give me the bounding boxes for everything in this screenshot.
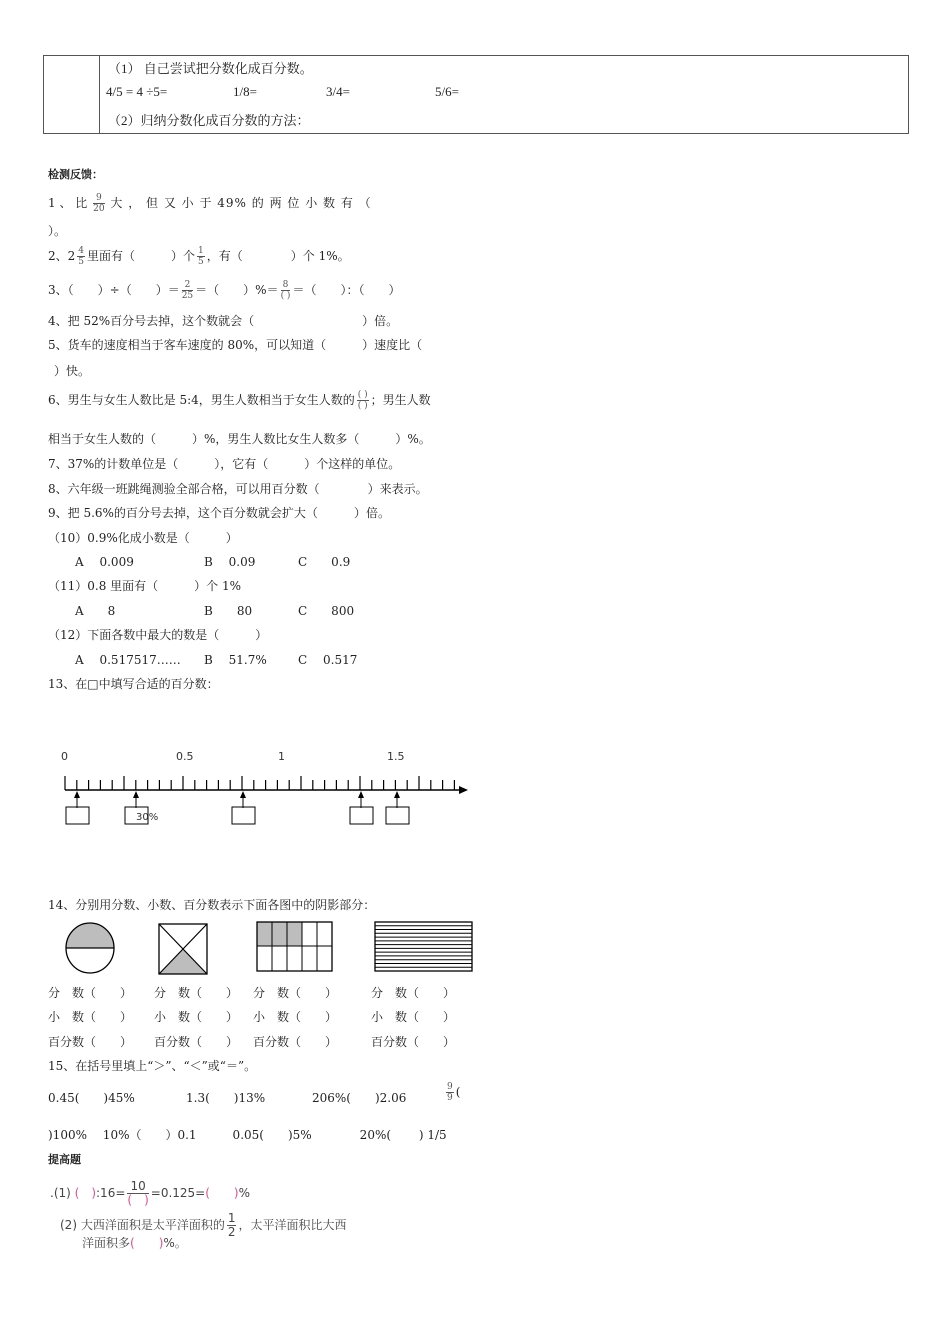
q1-num: 9 xyxy=(93,193,104,204)
q15-den: 9 xyxy=(447,1093,453,1103)
adv2-text-d: %。 xyxy=(163,1236,187,1250)
fig4-decimal-label: 小 数（ ） xyxy=(371,1010,456,1024)
question-6-cont: 相当于女生人数的（ ）%，男生人数比女生人数多（ ）%。 xyxy=(48,432,431,446)
q2-fraction-1 xyxy=(77,246,85,267)
adv2-num: 1 xyxy=(227,1211,236,1225)
half-shaded-circle xyxy=(64,921,116,975)
adv2-fraction xyxy=(227,1212,237,1239)
adv1-text-c: =0.125= xyxy=(150,1186,206,1200)
q15-item-1: 0.45( )45% xyxy=(48,1091,135,1105)
fig2-fraction-label: 分 数（ ） xyxy=(154,986,239,1000)
question-6 xyxy=(48,390,431,411)
table-line-1: （1） 自己尝试把分数化成百分数。 xyxy=(108,61,313,76)
q15-row-2: )100% 10%（ ）0.1 0.05( )5% 20%( ) 1/5 xyxy=(48,1128,447,1142)
fig2-percent-label: 百分数（ ） xyxy=(154,1035,239,1049)
question-1 xyxy=(48,193,372,214)
adv1-text-d: % xyxy=(238,1186,251,1200)
tick-label-1: 1 xyxy=(278,750,285,763)
q3-text-c: ＝（ ）：（ ） xyxy=(292,283,401,297)
adv2-blank: ( ) xyxy=(130,1236,164,1250)
adv1-den: ( ) xyxy=(127,1193,149,1207)
advanced-question-2-cont xyxy=(82,1234,187,1251)
q2-num: 4 xyxy=(78,246,85,256)
q6-fraction xyxy=(357,390,369,411)
adv2-den: 2 xyxy=(227,1225,236,1239)
q1-fraction xyxy=(93,193,104,214)
q2-text-a: 2、2 xyxy=(48,249,76,263)
q2-num2: 1 xyxy=(198,246,204,256)
q12-option-c: C 0.517 xyxy=(298,653,358,667)
q1-text-b: 大 ， 但 又 小 于 49% 的 两 位 小 数 有 （ xyxy=(110,196,372,210)
adv2-text-a: (2) 大西洋面积是太平洋面积的 xyxy=(60,1218,225,1232)
table-example-4: 5/6= xyxy=(435,84,459,99)
q2-text-b: 里面有（ ）个 xyxy=(87,249,196,263)
question-8: 8、六年级一班跳绳测验全部合格，可以用百分数（ ）来表示。 xyxy=(48,482,428,496)
q6-den: ( ) xyxy=(357,401,368,411)
fig1-decimal-label: 小 数（ ） xyxy=(48,1010,133,1024)
q11-option-c: C 800 xyxy=(298,604,355,618)
table-example-1: 4/5 = 4 ÷5= xyxy=(106,84,168,99)
answer-box-2-label: 30% xyxy=(136,812,159,823)
q15-item-3: 206%( )2.06 xyxy=(312,1091,407,1105)
q3-text-a: 3、（ ）÷（ ）＝ xyxy=(48,283,180,297)
question-13: 13、在□中填写合适的百分数： xyxy=(48,677,219,691)
axis-arrow-icon xyxy=(459,786,468,794)
q1-den: 20 xyxy=(93,204,105,214)
q1-text-a: 1 、 比 xyxy=(48,196,88,210)
answer-box-1[interactable] xyxy=(66,807,89,824)
q12-option-b: B 51.7% xyxy=(204,653,267,667)
q3-text-b: ＝（ ）%＝ xyxy=(195,283,279,297)
q10-option-c: C 0.9 xyxy=(298,555,351,569)
q15-num: 9 xyxy=(447,1082,453,1092)
question-5-cont: ）快。 xyxy=(54,364,91,378)
tick-label-0: 0 xyxy=(61,750,68,763)
adv1-blank-2: ( ) xyxy=(205,1186,239,1200)
q12-option-a: A 0.517517…… xyxy=(75,653,181,667)
q3-num2: 8 xyxy=(281,280,291,291)
question-5: 5、货车的速度相当于客车速度的 80%，可以知道（ ）速度比（ xyxy=(48,338,423,352)
table-divider xyxy=(99,56,100,133)
q3-num: 2 xyxy=(182,280,193,291)
question-1-cont: ）。 xyxy=(48,224,67,238)
q15-paren: ( xyxy=(455,1085,461,1099)
question-15: 15、在括号里填上“＞”、“＜”或“＝”。 xyxy=(48,1059,257,1073)
q3-fraction-1 xyxy=(182,280,193,301)
fig3-fraction-label: 分 数（ ） xyxy=(253,986,338,1000)
grid-shaded-rectangle xyxy=(256,921,336,973)
table-example-3: 3/4= xyxy=(326,84,350,99)
table-example-2: 1/8= xyxy=(233,84,257,99)
fig1-percent-label: 百分数（ ） xyxy=(48,1035,133,1049)
adv2-text-c: 洋面积多 xyxy=(82,1236,131,1250)
pointer-arrows xyxy=(74,791,400,808)
fig3-decimal-label: 小 数（ ） xyxy=(253,1010,338,1024)
question-2 xyxy=(48,246,350,267)
q10-option-a: A 0.009 xyxy=(75,555,134,569)
number-line-ticks xyxy=(65,776,454,790)
q15-fraction xyxy=(446,1082,454,1103)
q2-fraction-2 xyxy=(197,246,205,267)
quarter-shaded-square xyxy=(157,922,209,976)
fig4-percent-label: 百分数（ ） xyxy=(371,1035,456,1049)
question-12: （12）下面各数中最大的数是（ ） xyxy=(48,628,268,642)
q2-den: 5 xyxy=(78,257,85,267)
fig2-decimal-label: 小 数（ ） xyxy=(154,1010,239,1024)
striped-rectangle xyxy=(374,921,474,973)
q3-den2: ( ) xyxy=(280,291,291,301)
advanced-question-1 xyxy=(50,1180,250,1207)
q3-den: 25 xyxy=(181,291,194,301)
q6-text-b: ；男生人数 xyxy=(370,393,431,407)
question-7: 7、37%的计数单位是（ ），它有（ ）个这样的单位。 xyxy=(48,457,401,471)
adv1-blank-1: ( ) xyxy=(74,1186,97,1200)
answer-box-5[interactable] xyxy=(386,807,409,824)
q2-text-c: ，有（ ）个 1%。 xyxy=(206,249,350,263)
q6-text-a: 6、男生与女生人数比是 5:4，男生人数相当于女生人数的 xyxy=(48,393,355,407)
tick-label-1-5: 1.5 xyxy=(387,750,405,763)
question-3 xyxy=(48,280,400,301)
q10-option-b: B 0.09 xyxy=(204,555,256,569)
tick-label-0-5: 0.5 xyxy=(176,750,194,763)
answer-box-4[interactable] xyxy=(350,807,373,824)
q2-den2: 5 xyxy=(198,257,204,267)
q15-item-2: 1.3( )13% xyxy=(186,1091,266,1105)
question-10: （10）0.9%化成小数是（ ） xyxy=(48,531,238,545)
q11-option-a: A 8 xyxy=(75,604,116,618)
fig3-percent-label: 百分数（ ） xyxy=(253,1035,338,1049)
q6-num: ( ) xyxy=(357,390,368,400)
answer-box-3[interactable] xyxy=(232,807,255,824)
q11-option-b: B 80 xyxy=(204,604,253,618)
adv1-num: 10 xyxy=(127,1180,148,1194)
question-11: （11）0.8 里面有（ ）个 1% xyxy=(48,579,242,593)
adv2-text-b: ，太平洋面积比大西 xyxy=(238,1218,347,1232)
q3-fraction-2 xyxy=(281,280,291,301)
number-line-diagram xyxy=(50,740,480,835)
adv1-text-b: :16= xyxy=(96,1186,126,1200)
fig1-fraction-label: 分 数（ ） xyxy=(48,986,133,1000)
question-4: 4、把 52%百分号去掉，这个数就会（ ）倍。 xyxy=(48,314,399,328)
question-14: 14、分别用分数、小数、百分数表示下面各图中的阴影部分： xyxy=(48,898,376,912)
section-advanced-heading: 提高题 xyxy=(48,1153,81,1166)
section-feedback-heading: 检测反馈： xyxy=(48,168,103,181)
adv1-label: .(1) xyxy=(50,1186,71,1200)
fig4-fraction-label: 分 数（ ） xyxy=(371,986,456,1000)
table-line-3: （2）归纳分数化成百分数的方法： xyxy=(108,113,310,128)
q15-item-4 xyxy=(444,1082,460,1103)
adv1-fraction xyxy=(127,1180,148,1207)
question-9: 9、把 5.6%的百分号去掉，这个百分数就会扩大（ ）倍。 xyxy=(48,506,390,520)
